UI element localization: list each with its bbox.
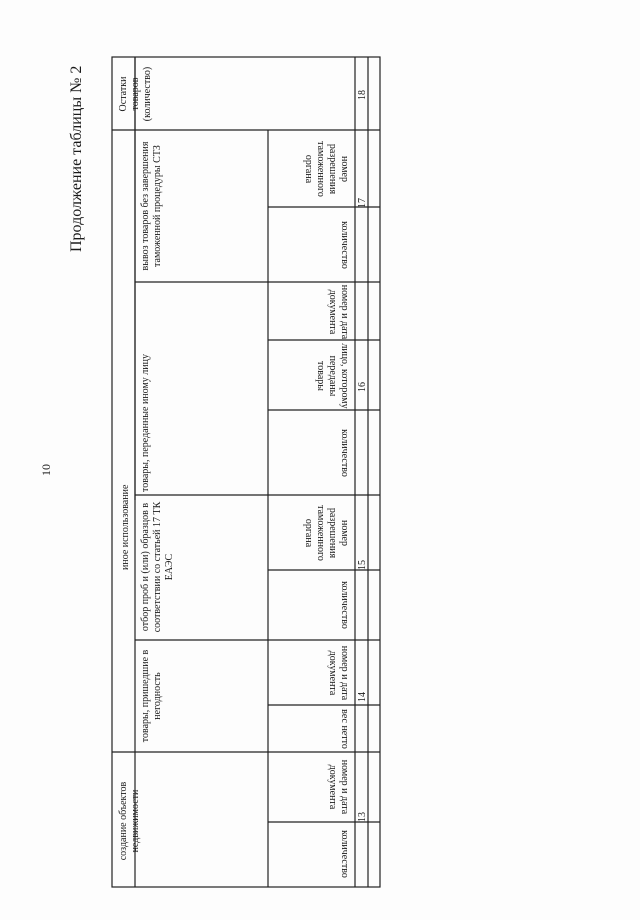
header-other-use: иное использование — [120, 484, 131, 570]
subheader-net-weight-14: вес нетто — [339, 709, 350, 749]
continuation-title: Продолжение таблицы № 2 — [68, 65, 85, 252]
page-number: 10 — [39, 464, 53, 476]
subheader-person-16: лицо, которому переданы товары — [315, 343, 350, 409]
column-number-18: 18 — [357, 90, 368, 100]
header-real-estate: создание объектов недвижимости — [118, 781, 141, 861]
subheader-doc-13: номер и дата документа — [327, 759, 350, 815]
subheader-permit-17: номер разрешения таможенного органа — [303, 141, 350, 197]
header-transferred: товары, переданные иному лицу — [140, 353, 151, 492]
header-unusable-goods: товары, пришедшие в негодность — [140, 649, 163, 743]
subheader-qty-15: количество — [339, 581, 350, 629]
subheader-qty-13: количество — [339, 830, 350, 878]
subheader-qty-17: количество — [339, 221, 350, 269]
header-export: вывоз товаров без завершения таможенной процедуры СТЗ — [140, 141, 163, 271]
column-number-16: 16 — [357, 382, 368, 392]
subheader-qty-16: количество — [339, 429, 350, 477]
header-samples: отбор проб и (или) образцов в соответствии со статьей 17 ТК ЕАЭС — [140, 501, 175, 633]
column-number-14: 14 — [357, 692, 368, 702]
header-remains: Остатки товаров (количество) — [118, 66, 153, 122]
column-number-13: 13 — [357, 812, 368, 822]
subheader-permit-15: номер разрешения таможенного органа — [303, 505, 350, 561]
column-number-17: 17 — [357, 198, 368, 208]
subheader-doc-14: номер и дата документа — [327, 645, 350, 701]
column-number-15: 15 — [357, 560, 368, 570]
subheader-doc-16: номер и дата документа — [327, 284, 350, 340]
